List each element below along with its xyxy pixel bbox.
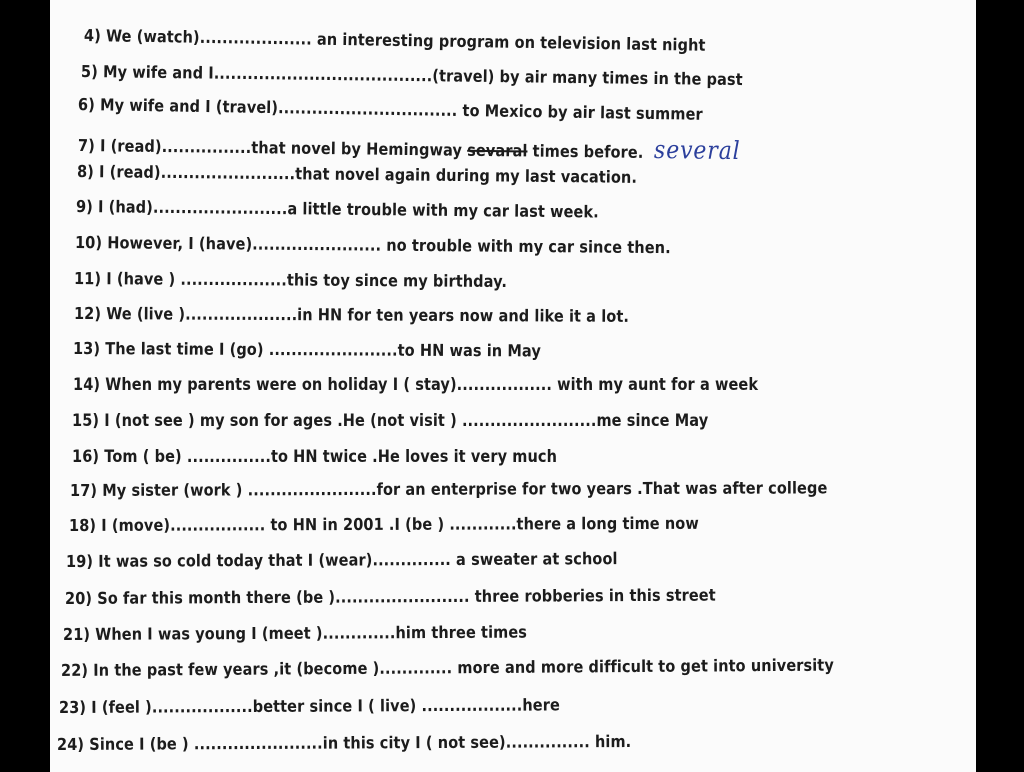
exercise-item-15: 15) I (not see ) my son for ages .He (not visit ) ........................me since May: [72, 411, 709, 430]
exercise-item-14: 14) When my parents were on holiday I ( stay)................. with my aunt for a week: [73, 375, 759, 394]
exercise-item-18: 18) I (move)................. to HN in 2001 .I (be ) ............there a long time now: [68, 513, 699, 535]
exercise-item-4: 4) We (watch).................... an interesting program on television last night: [83, 26, 706, 55]
exercise-item-22: 22) In the past few years ,it (become )............. more and more difficult to get into university: [60, 655, 834, 680]
exercise-item-16: 16) Tom ( be) ...............to HN twice .He loves it very much: [72, 447, 558, 466]
exercise-item-6: 6) My wife and I (travel)................................ to Mexico by air last summer: [77, 95, 703, 124]
item-7-text-start: 7) I (read)................that novel by Hemingway: [77, 136, 468, 160]
exercise-item-8: 8) I (read)........................that novel again during my last vacation.: [76, 162, 638, 187]
exercise-item-7: [78, 128, 741, 165]
item-7-struck-word: sevaral: [467, 140, 528, 161]
exercise-item-12: 12) We (live )....................in HN for ten years now and like it a lot.: [73, 304, 630, 326]
exercise-item-23: 23) I (feel )..................better since I ( live) ..................here: [58, 695, 560, 717]
exercise-item-17: 17) My sister (work ) .......................for an enterprise for two years .That was after college: [69, 478, 828, 500]
handwritten-correction: several: [653, 135, 741, 166]
exercise-item-21: 21) When I was young I (meet ).............him three times: [62, 622, 528, 644]
worksheet-page: [50, 0, 976, 772]
item-7-text-end: times before.: [527, 141, 644, 162]
exercise-item-13: 13) The last time I (go) .......................to HN was in May: [72, 339, 541, 361]
exercise-item-24: 24) Since I (be ) .......................in this city I ( not see)............... him.: [56, 731, 632, 754]
exercise-item-9: 9) I (had)........................a little trouble with my car last week.: [75, 197, 599, 222]
exercise-item-10: 10) However, I (have)....................... no trouble with my car since then.: [74, 233, 671, 258]
exercise-item-19: 19) It was so cold today that I (wear).............. a sweater at school: [65, 549, 618, 571]
exercise-item-11: 11) I (have ) ...................this toy since my birthday.: [73, 269, 508, 292]
exercise-item-20: 20) So far this month there (be )........................ three robberies in this street: [64, 585, 716, 608]
exercise-item-5: 5) My wife and I.......................................(travel) by air many times in the past: [80, 62, 743, 90]
